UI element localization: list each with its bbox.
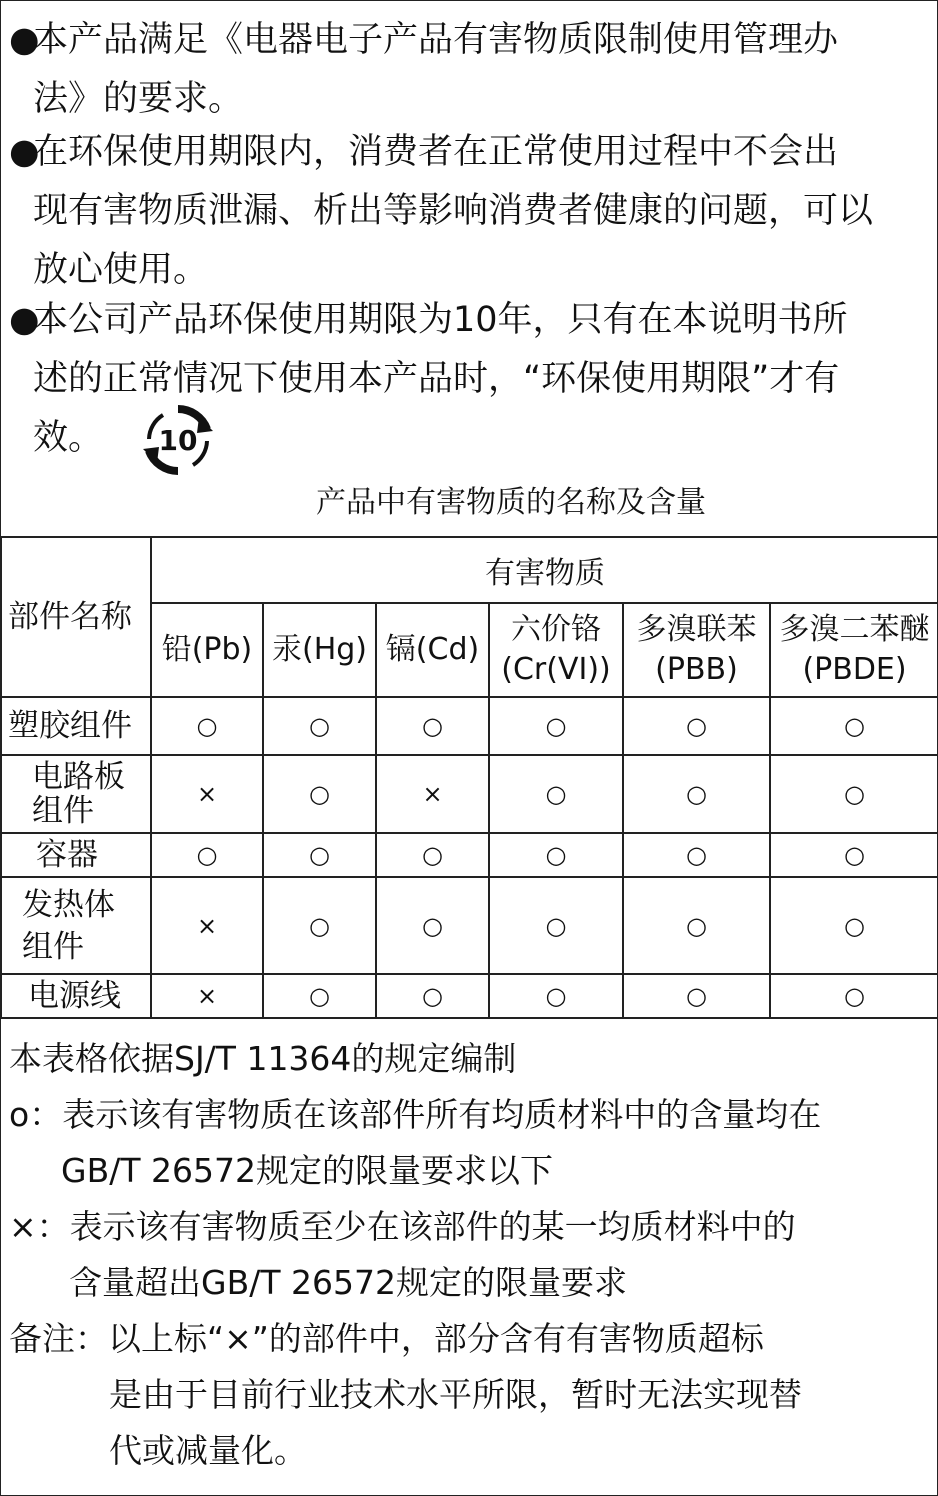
value-cell: ○: [489, 974, 623, 1018]
statement-line: 在环保使用期限内，消费者在正常使用过程中不会出: [33, 132, 839, 172]
table-row: [1, 877, 938, 974]
statement-1: [9, 11, 929, 129]
value-cell: ○: [770, 877, 938, 974]
remark-line: 代或减量化。: [109, 1431, 307, 1470]
value-cell: ○: [489, 877, 623, 974]
cross-legend-line: 含量超出GB/T 26572规定的限量要求: [69, 1263, 627, 1302]
value-cell: ○: [623, 877, 770, 974]
value-cell: ×: [151, 974, 263, 1018]
substance-header-pbb: 多溴联苯 (PBB): [623, 603, 770, 697]
value-cell: ○: [623, 974, 770, 1018]
substance-header-cadmium: 镉(Cd): [376, 603, 489, 697]
value-cell: ○: [770, 755, 938, 833]
substance-group-header: 有害物质: [151, 537, 938, 603]
environment-friendly-use-period-10-icon: [141, 403, 215, 477]
value-cell: ○: [376, 833, 489, 877]
substance-header-pbde: 多溴二苯醚 (PBDE): [770, 603, 938, 697]
table-row: [1, 697, 938, 755]
value-cell: ○: [376, 877, 489, 974]
table-row: [1, 833, 938, 877]
value-cell: ○: [770, 974, 938, 1018]
table-row: [1, 974, 938, 1018]
value-cell: ×: [376, 755, 489, 833]
table-basis-note: 本表格依据SJ/T 11364的规定编制: [9, 1039, 517, 1078]
statement-line: 效。: [33, 418, 104, 458]
value-cell: ×: [151, 877, 263, 974]
value-cell: ○: [489, 833, 623, 877]
value-cell: ○: [263, 755, 376, 833]
table-row: [1, 755, 938, 833]
bullet: ●: [9, 132, 40, 172]
value-cell: ○: [623, 755, 770, 833]
table-header-row: [1, 537, 938, 603]
cross-legend-line: ×：表示该有害物质至少在该部件的某一均质材料中的: [9, 1207, 796, 1246]
value-cell: ○: [376, 974, 489, 1018]
substance-header-lead: 铅(Pb): [151, 603, 263, 697]
substance-header-chromium: 六价铬 (Cr(VI)): [489, 603, 623, 697]
statement-line: 述的正常情况下使用本产品时，“环保使用期限”才有: [33, 359, 840, 399]
value-cell: ○: [623, 833, 770, 877]
value-cell: ○: [263, 974, 376, 1018]
value-cell: ○: [489, 697, 623, 755]
statements-section: [1, 1, 937, 537]
part-name: 容器: [1, 833, 151, 877]
statement-line: 本公司产品环保使用期限为10年，只有在本说明书所: [33, 300, 848, 340]
statement-2: [9, 123, 929, 300]
part-name: 电路板 组件: [1, 755, 151, 833]
value-cell: ○: [263, 833, 376, 877]
part-name: 发热体 组件: [1, 877, 151, 974]
value-cell: ×: [151, 755, 263, 833]
value-cell: ○: [263, 697, 376, 755]
statement-line: 放心使用。: [33, 250, 209, 290]
value-cell: ○: [623, 697, 770, 755]
part-name: 电源线: [1, 974, 151, 1018]
circle-legend-line: GB/T 26572规定的限量要求以下: [61, 1151, 553, 1190]
value-cell: ○: [151, 697, 263, 755]
value-cell: ○: [770, 833, 938, 877]
hazardous-substances-table: [0, 536, 938, 1019]
value-cell: ○: [770, 697, 938, 755]
value-cell: ○: [489, 755, 623, 833]
part-name: 塑胶组件: [1, 697, 151, 755]
notes-section: [9, 1031, 934, 1479]
bullet: ●: [9, 20, 40, 60]
statement-line: 现有害物质泄漏、析出等影响消费者健康的问题，可以: [33, 191, 874, 231]
value-cell: ○: [263, 877, 376, 974]
substance-header-mercury: 汞(Hg): [263, 603, 376, 697]
value-cell: ○: [151, 833, 263, 877]
icon-number: 10: [158, 424, 198, 457]
table-title: 产品中有害物质的名称及含量: [316, 485, 706, 520]
circle-legend-line: o：表示该有害物质在该部件所有均质材料中的含量均在: [9, 1095, 822, 1134]
value-cell: ○: [376, 697, 489, 755]
bullet: ●: [9, 300, 40, 340]
statement-line: 法》的要求。: [33, 79, 244, 119]
remark-line: 备注：以上标“×”的部件中，部分含有有害物质超标: [9, 1319, 764, 1358]
part-header: 部件名称: [1, 537, 151, 697]
statement-line: 本产品满足《电器电子产品有害物质限制使用管理办: [33, 20, 839, 60]
remark-line: 是由于目前行业技术水平所限，暂时无法实现替: [109, 1375, 802, 1414]
